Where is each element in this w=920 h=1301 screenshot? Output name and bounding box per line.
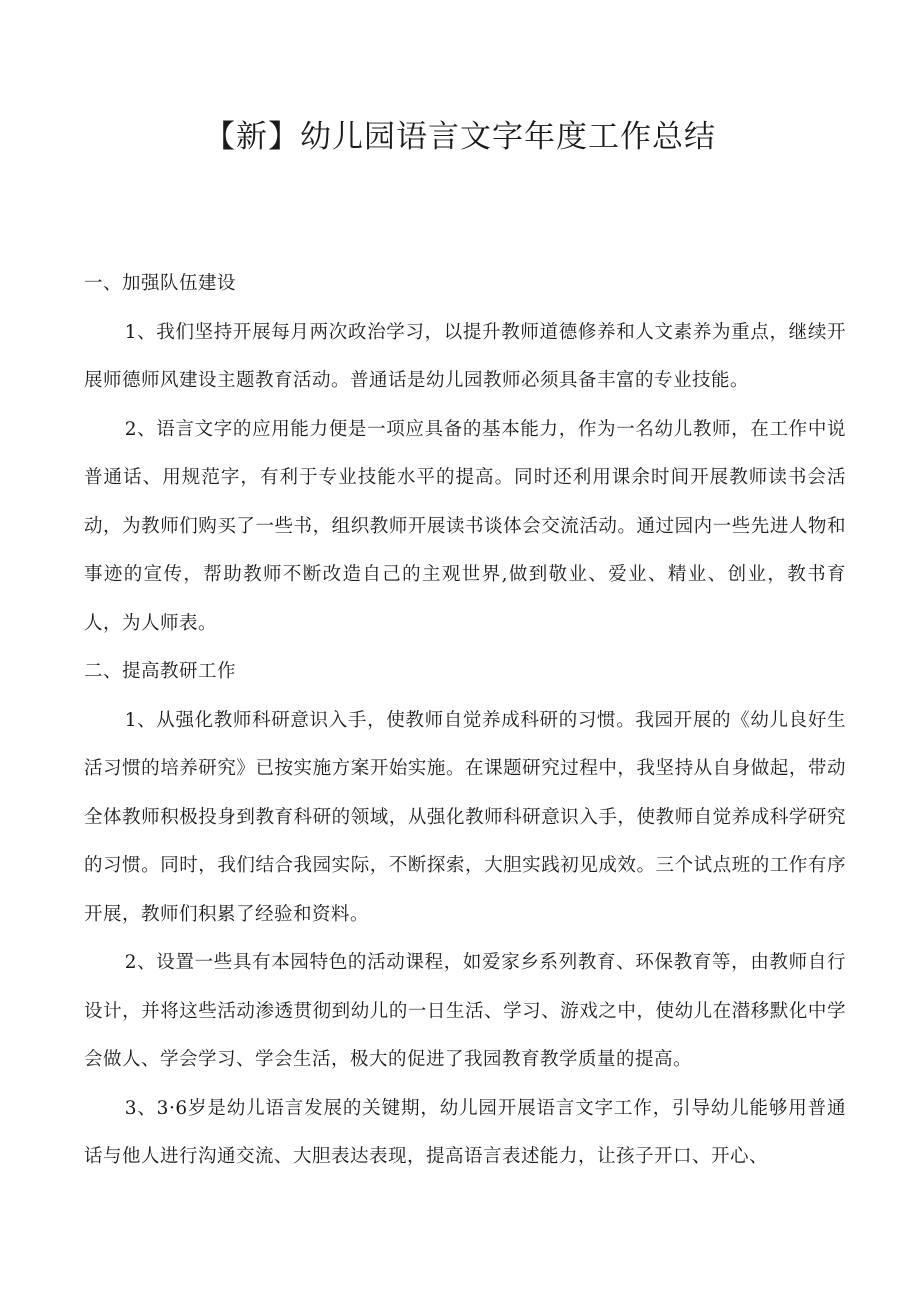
paragraph: 2、设置一些具有本园特色的活动课程，如爱家乡系列教育、环保教育等，由教师自行设计，并将这些活动渗透贯彻到幼儿的一日生活、学习、游戏之中，使幼儿在潜移默化中学会做人、学会学习、学会生活，极大的促进了我园教育教学质量的提高。 <box>84 952 846 1070</box>
section-heading: 一、加强队伍建设 <box>84 273 237 294</box>
paragraph: 1、我们坚持开展每月两次政治学习，以提升教师道德修养和人文素养为重点，继续开展师德师风建设主题教育活动。普通话是幼儿园教师必须具备丰富的专业技能。 <box>84 321 846 391</box>
paragraph: 3、3·6岁是幼儿语言发展的关键期，幼儿园开展语言文字工作，引导幼儿能够用普通话与他人进行沟通交流、大胆表达表现，提高语言表述能力，让孩子开口、开心、 <box>84 1097 846 1167</box>
paragraph: 1、从强化教师科研意识入手，使教师自觉养成科研的习惯。我园开展的《幼儿良好生活习惯的培养研究》已按实施方案开始实施。在课题研究过程中，我坚持从自身做起，带动全体教师积极投身到教育科研的领域，从强化教师科研意识入手，使教师自觉养成科学研究的习惯。同时，我们结合我园实际，不断探索，大胆实践初见成效。三个试点班的工作有序开展，教师们积累了经验和资料。 <box>84 709 846 925</box>
document-body <box>84 260 846 1182</box>
section-heading: 二、提高教研工作 <box>84 661 237 682</box>
document-title: 【新】幼儿园语言文字年度工作总结 <box>204 119 716 155</box>
paragraph: 2、语言文字的应用能力便是一项应具备的基本能力，作为一名幼儿教师，在工作中说普通话、用规范字，有利于专业技能水平的提高。同时还利用课余时间开展教师读书会活动，为教师们购买了一些书，组织教师开展读书谈体会交流活动。通过园内一些先进人物和事迹的宣传，帮助教师不断改造自己的主观世界,做到敬业、爱业、精业、创业，教书育人，为人师表。 <box>84 418 846 634</box>
